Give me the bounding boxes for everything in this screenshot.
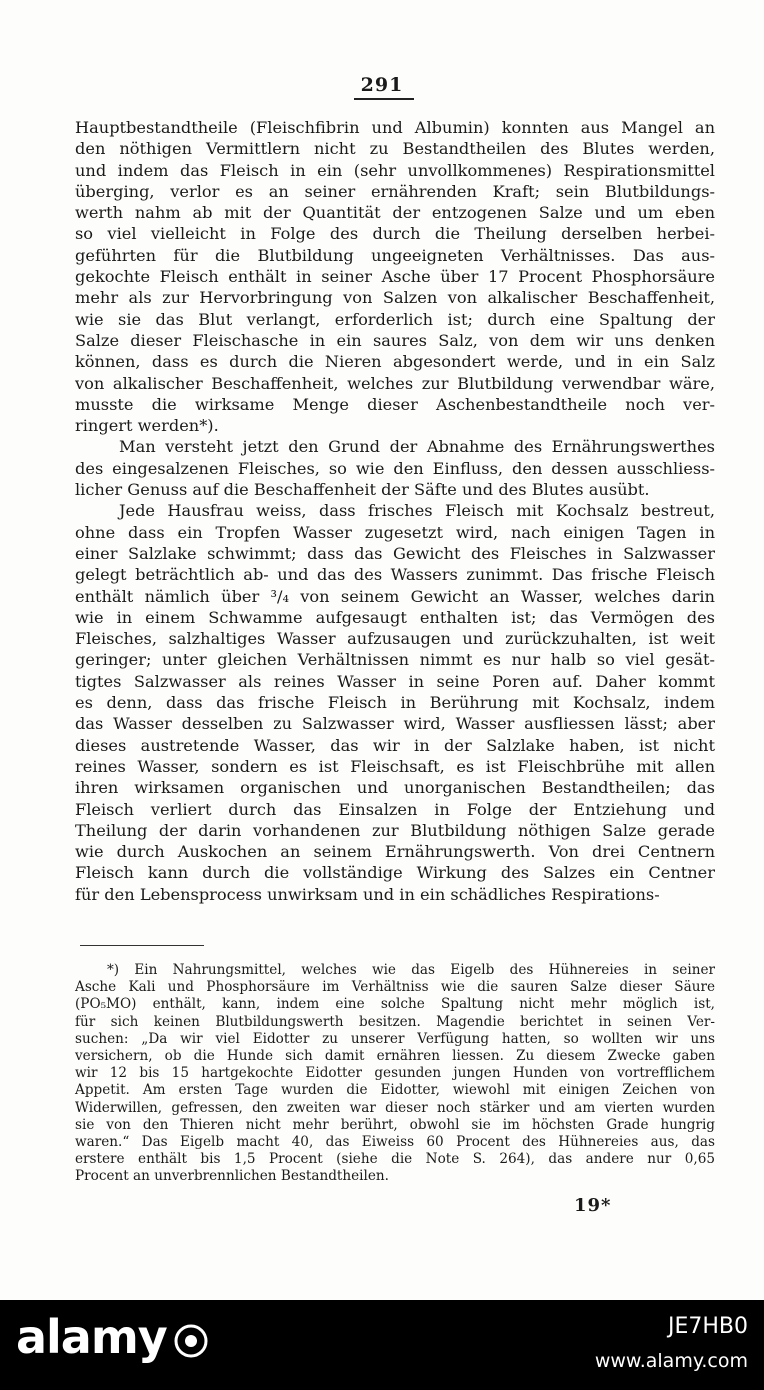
body-line: tigtes Salzwasser als reines Wasser in seine Poren auf. Daher kommt (75, 671, 715, 691)
footnote-line: Appetit. Am ersten Tage wurden die Eidotter, wiewohl mit einigen Zeichen von (75, 1082, 715, 1099)
body-line: Theilung der darin vorhandenen zur Blutbildung nöthigen Salze gerade (75, 820, 715, 840)
body-line: enthält nämlich über ³/₄ von seinem Gewicht an Wasser, welches darin (75, 586, 715, 606)
body-line: Fleisch verliert durch das Einsalzen in Folge der Entziehung und (75, 799, 715, 819)
body-line: geringer; unter gleichen Verhältnissen nimmt es nur halb so viel gesät- (75, 650, 715, 670)
body-line: von alkalischer Beschaffenheit, welches zur Blutbildung verwendbar wäre, (75, 373, 715, 393)
body-line: dieses austretende Wasser, das wir in der Salzlake haben, ist nicht (75, 735, 715, 755)
body-line: reines Wasser, sondern es ist Fleischsaft, es ist Fleischbrühe mit allen (75, 756, 715, 776)
footnote-line: *) Ein Nahrungsmittel, welches wie das Eigelb des Hühnereies in seiner (107, 962, 715, 978)
stock-id: JE7HB0 (667, 1314, 748, 1339)
footnote (75, 962, 715, 1186)
footnote-line: Widerwillen, gefressen, den zweiten war dieser noch stärker und am vierten wurden (75, 1099, 715, 1116)
body-line: den nöthigen Vermittlern nicht zu Bestandtheilen des Blutes werden, (75, 139, 715, 159)
body-line: Man versteht jetzt den Grund der Abnahme des Ernährungswerthes (119, 437, 715, 457)
body-line: Fleisch kann durch die vollständige Wirkung des Salzes ein Centner (75, 863, 715, 883)
body-line: einer Salzlake schwimmt; dass das Gewicht des Fleisches in Salzwasser (75, 543, 715, 563)
footnote-line: Procent an unverbrennlichen Bestandtheilen. (75, 1168, 389, 1185)
footnote-line: waren.“ Das Eigelb macht 40, das Eiweiss 60 Procent des Hühnereies aus, das (75, 1134, 715, 1151)
body-line: so viel vielleicht in Folge des durch die Theilung derselben herbei- (75, 224, 715, 244)
body-line: ihren wirksamen organischen und unorganischen Bestandtheilen; das (75, 778, 715, 798)
body-line: Salze dieser Fleischasche in ein saures Salz, von dem wir uns denken (75, 330, 715, 350)
body-line: mehr als zur Hervorbringung von Salzen von alkalischer Beschaffenheit, (75, 288, 715, 308)
body-line: Fleisches, salzhaltiges Wasser aufzusaugen und zurückzuhalten, ist weit (75, 629, 715, 649)
body-line: Hauptbestandtheile (Fleischfibrin und Albumin) konnten aus Mangel an (75, 118, 715, 137)
body-line: wie sie das Blut verlangt, erforderlich ist; durch eine Spaltung der (75, 309, 715, 329)
body-line: gekochte Fleisch enthält in seiner Asche über 17 Procent Phosphorsäure (75, 267, 715, 287)
body-line: licher Genuss auf die Beschaffenheit der Säfte und des Blutes ausübt. (75, 480, 650, 500)
footnote-line: suchen: „Da wir viel Eidotter zu unserer Verfügung hatten, so wollten wir uns (75, 1030, 715, 1047)
body-line: für den Lebensprocess unwirksam und in ein schädliches Respirations- (75, 884, 660, 904)
body-line: wie durch Auskochen an seinem Ernährungswerth. Von drei Centnern (75, 842, 715, 862)
body-line: Jede Hausfrau weiss, dass frisches Fleisch mit Kochsalz bestreut, (119, 501, 715, 521)
body-line: das Wasser desselben zu Salzwasser wird, Wasser ausfliessen lässt; aber (75, 714, 715, 734)
footnote-line: erstere enthält bis 1,5 Procent (siehe die Note S. 264), das andere nur 0,65 (75, 1151, 715, 1168)
body-text (75, 117, 715, 905)
body-line: es denn, dass das frische Fleisch in Berührung mit Kochsalz, indem (75, 693, 715, 713)
body-line: und indem das Fleisch in ein (sehr unvollkommenes) Respirationsmittel (75, 160, 715, 180)
footnote-line: Asche Kali und Phosphorsäure im Verhältniss wie die sauren Salze dieser Säure (75, 979, 715, 996)
stock-url: www.alamy.com (594, 1350, 748, 1372)
body-line: werth nahm ab mit der Quantität der entzogenen Salze und um eben (75, 203, 715, 223)
footnote-line: versichern, ob die Hunde sich damit ernähren liessen. Zu diesem Zwecke gaben (75, 1048, 715, 1065)
signature-mark: 19* (574, 1195, 612, 1216)
footnote-line: (PO₅MO) enthält, kann, indem eine solche Spaltung nicht mehr möglich ist, (75, 996, 715, 1013)
body-line: wie in einem Schwamme aufgesaugt enthalten ist; das Vermögen des (75, 607, 715, 627)
body-line: gelegt beträchtlich ab- und das des Wassers zunimmt. Das frische Fleisch (75, 565, 715, 585)
body-line: überging, verlor es an seiner ernährenden Kraft; sein Blutbildungs- (75, 181, 715, 201)
body-line: geführten für die Blutbildung ungeeigneten Verhältnisses. Das aus- (75, 245, 715, 265)
footnote-line: sie von den Thieren nicht mehr berührt, obwohl sie im höchsten Grade hungrig (75, 1116, 715, 1133)
body-line: können, dass es durch die Nieren abgesondert werde, und in ein Salz (75, 352, 715, 372)
page-number-rule (354, 98, 414, 100)
body-line: ohne dass ein Tropfen Wasser zugesetzt wird, nach einigen Tagen in (75, 522, 715, 542)
footnote-rule (80, 945, 204, 946)
brand-camera-icon (174, 1324, 208, 1358)
brand-logo: alamy (16, 1310, 167, 1364)
body-line: ringert werden*). (75, 416, 219, 436)
body-line: des eingesalzenen Fleisches, so wie den Einfluss, den dessen ausschliess- (75, 458, 715, 478)
footnote-line: für sich keinen Blutbildungswerth besitzen. Magendie berichtet in seinen Ver- (75, 1013, 715, 1030)
footnote-line: wir 12 bis 15 hartgekochte Eidotter gesunden jungen Hunden von vortrefflichem (75, 1065, 715, 1082)
page-number: 291 (360, 74, 404, 96)
body-line: musste die wirksame Menge dieser Aschenbestandtheile noch ver- (75, 394, 715, 414)
